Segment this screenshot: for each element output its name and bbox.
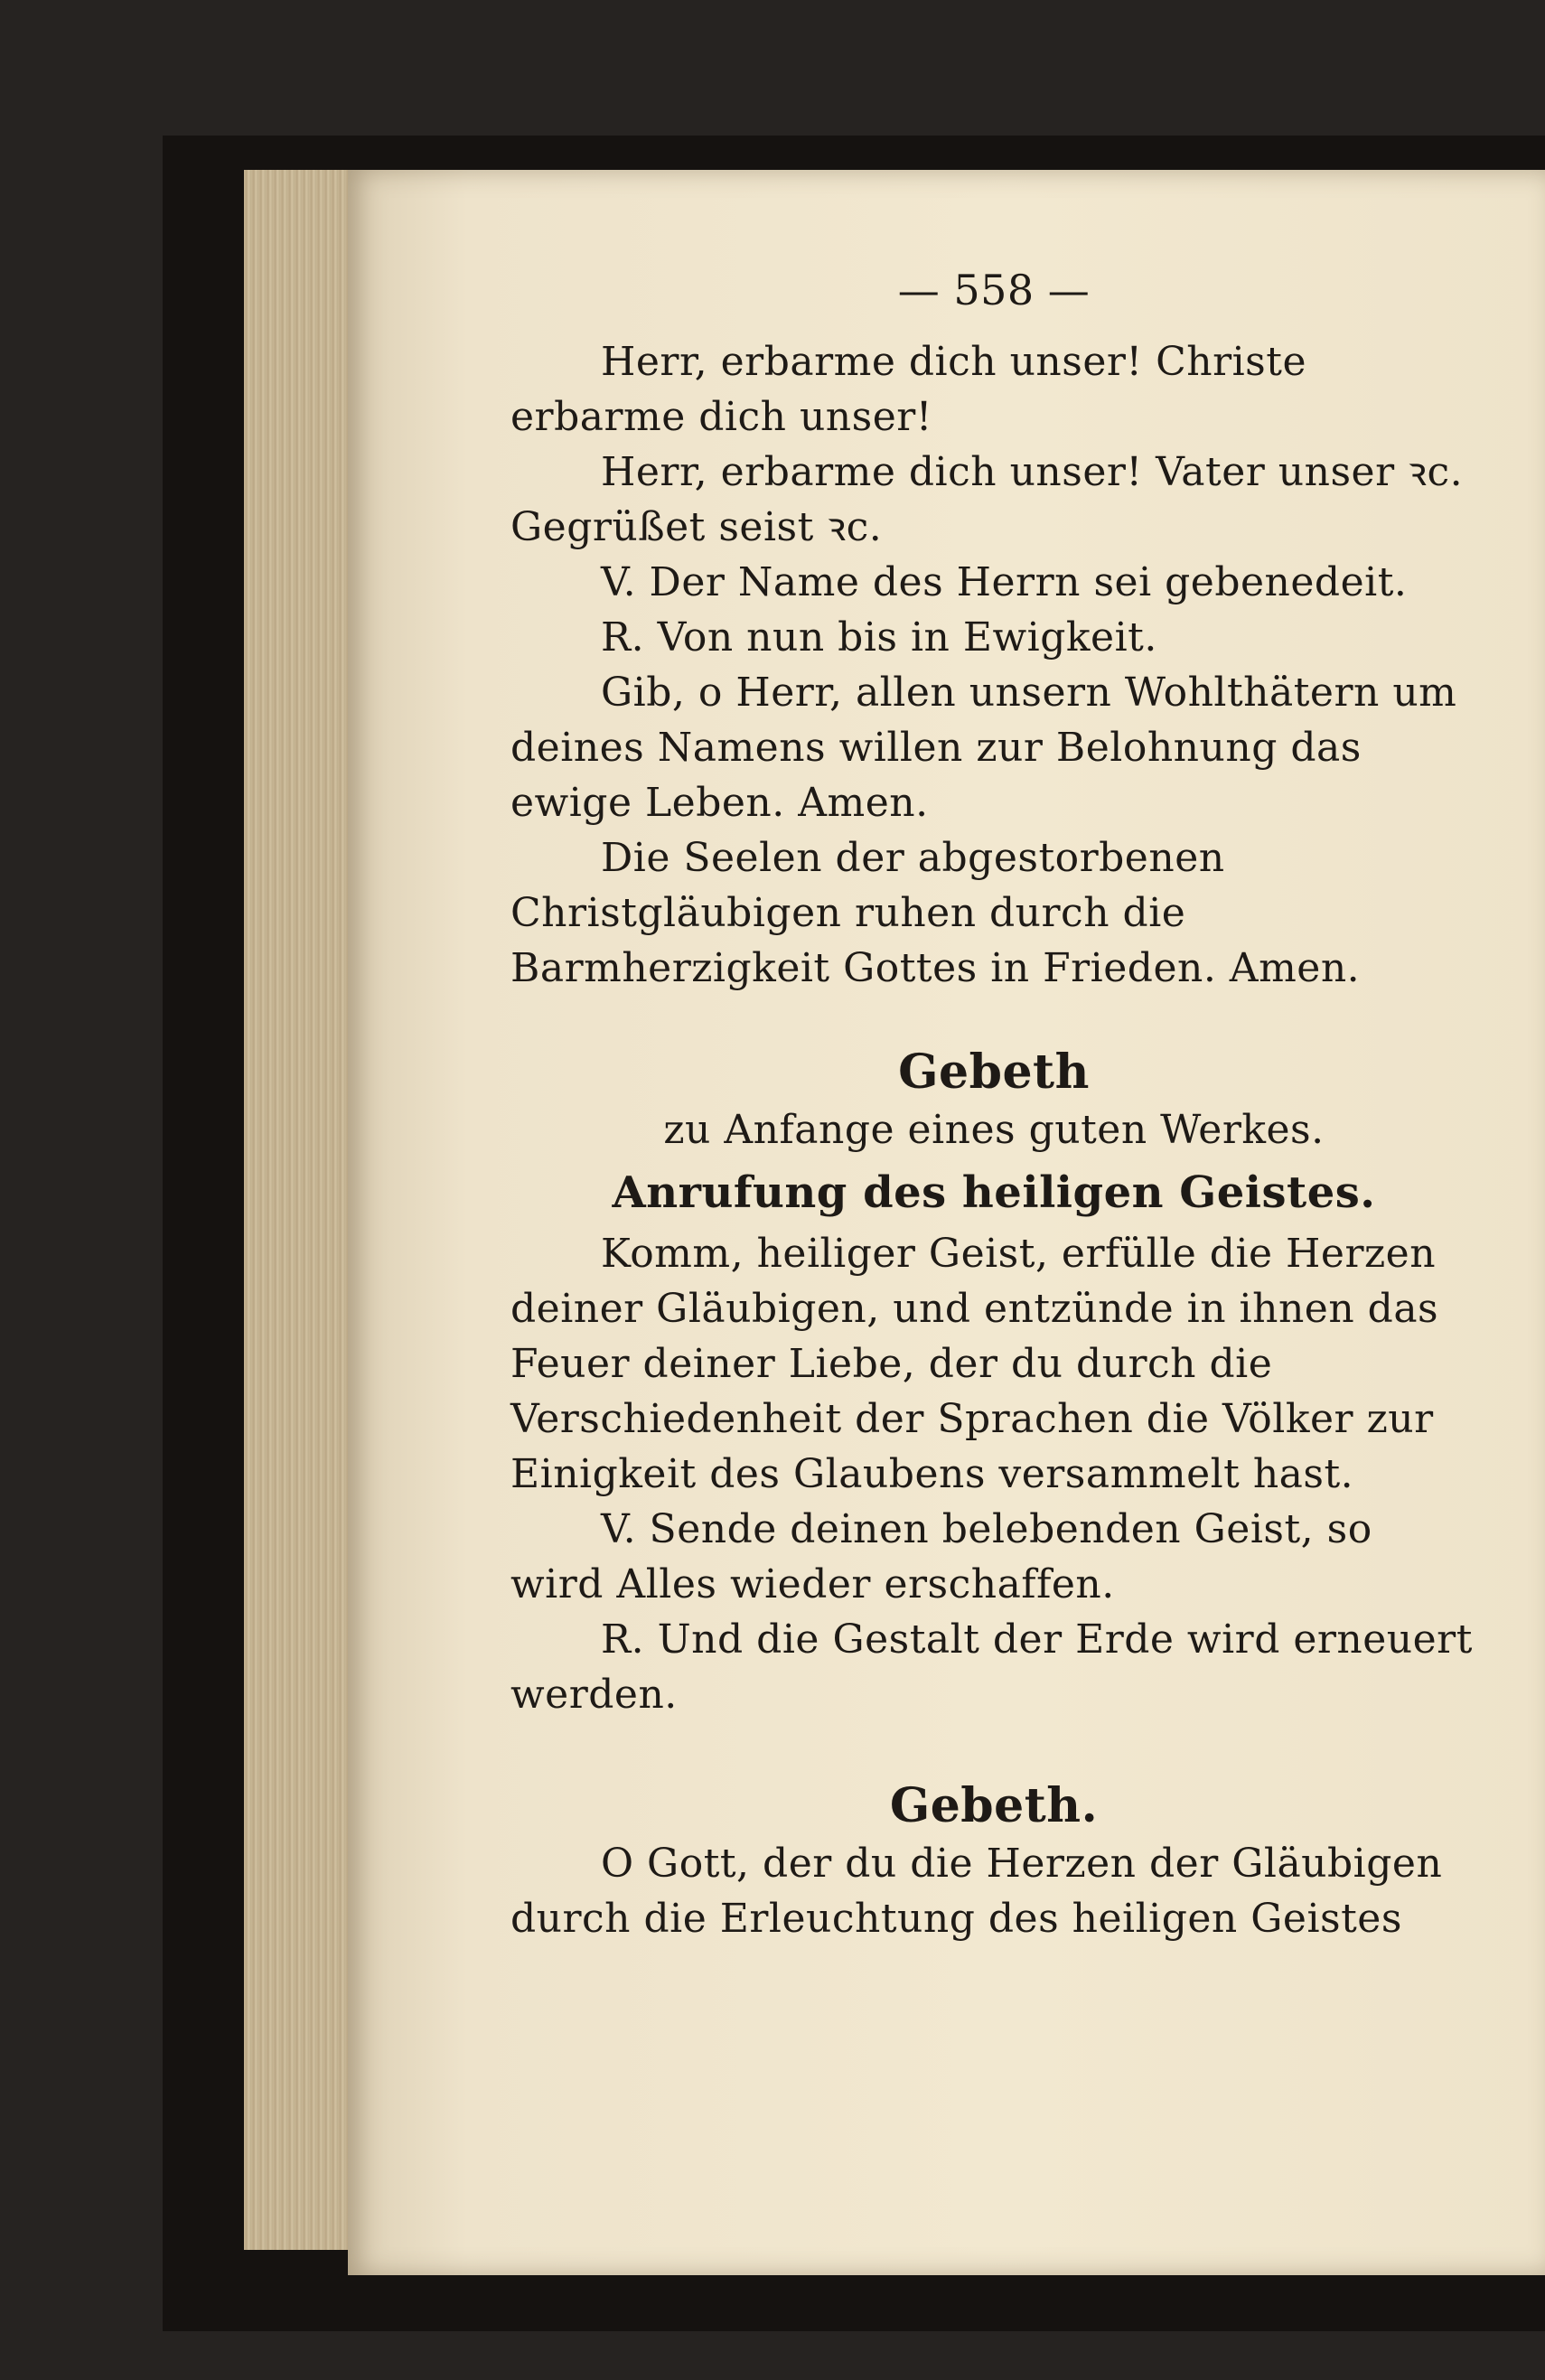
versicle: V. Sende deinen belebenden Geist, so wird Alles wieder erschaffen. — [510, 1506, 1372, 1607]
section-title: Gebeth — [898, 1045, 1090, 1100]
response: R. Von nun bis in Ewigkeit. — [601, 614, 1157, 661]
versicle: V. Der Name des Herrn sei gebenedeit. — [601, 559, 1408, 605]
text-paragraph: Herr, erbarme dich unser! Christe erbarme dich unser! — [510, 339, 1306, 440]
response: R. Und die Gestalt der Erde wird erneuert werden. — [510, 1616, 1473, 1718]
book-page — [348, 170, 1545, 2275]
text-paragraph: Gib, o Herr, allen unsern Wohlthätern um deines Namens willen zur Belohnung das ewige Leben. Amen. — [510, 670, 1457, 826]
section-heading: Anrufung des heiligen Geistes. — [612, 1167, 1376, 1218]
section-title: Gebeth. — [889, 1778, 1099, 1833]
page-edges — [244, 170, 351, 2250]
text-paragraph: Komm, heiliger Geist, erfülle die Herzen deiner Gläubigen, und entzünde in ihnen das Feuer deiner Liebe, der du durch die Verschiedenheit der Sprachen die Völker zur Einigkeit des Glaubens versammelt hast. — [510, 1231, 1439, 1497]
text-paragraph: Herr, erbarme dich unser! Vater unser ꝛc. Gegrüßet seist ꝛc. — [510, 449, 1464, 550]
page-number: — 558 — — [897, 266, 1091, 314]
section-subtitle: zu Anfange eines guten Werkes. — [663, 1107, 1325, 1153]
text-paragraph: O Gott, der du die Herzen der Gläubigen durch die Erleuchtung des heiligen Geistes — [510, 1841, 1443, 1942]
text-paragraph: Die Seelen der abgestorbenen Christgläubigen ruhen durch die Barmherzigkeit Gottes in Frieden. Amen. — [510, 835, 1361, 991]
page-text — [510, 258, 1477, 1946]
